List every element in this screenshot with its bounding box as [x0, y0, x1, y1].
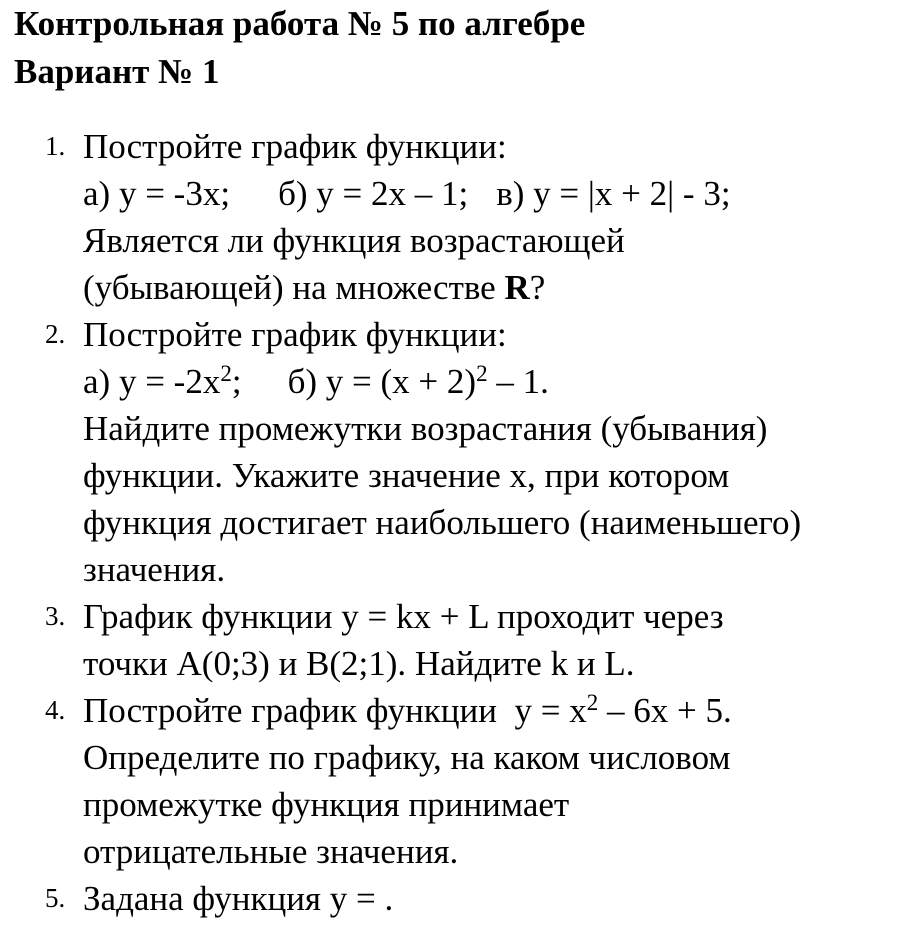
- real-numbers-set: R: [504, 268, 530, 307]
- task-parts: [83, 358, 924, 405]
- part-b: б) $у = (х + 2)^2 - 1$.: [287, 361, 549, 401]
- task-formula-line: Постройте график функции $у = х^2 - 6х + 5$.: [83, 690, 732, 730]
- task-parts: [83, 170, 924, 217]
- task-question: Является ли функция возрастающей: [83, 221, 625, 260]
- task-5: [0, 875, 924, 922]
- task-2: [0, 311, 924, 593]
- task-list: [0, 123, 924, 922]
- task-number: 3.: [45, 601, 66, 631]
- variant-label: Вариант № 1: [14, 52, 220, 91]
- worksheet-title: Контрольная работа № 5 по алгебре: [14, 4, 586, 43]
- task-question-cont: (убывающей) на множестве R?: [83, 268, 546, 307]
- task-4: [0, 687, 924, 875]
- part-a: а) у = -3х;: [83, 174, 231, 213]
- task-text-line: График функции у = kx + L проходит через: [83, 597, 724, 636]
- task-number: 5.: [45, 883, 66, 913]
- task-number: 1.: [45, 131, 66, 161]
- task-1: [0, 123, 924, 311]
- task-3: [0, 593, 924, 687]
- task-text-line: промежутке функция принимает: [83, 785, 570, 824]
- task-text-line: функции. Укажите значение х, при котором: [83, 456, 730, 495]
- task-text-line: Определите по графику, на каком числовом: [83, 738, 731, 777]
- task-number: 4.: [45, 695, 66, 725]
- task-text-line: значения.: [83, 550, 226, 589]
- task-text-line: Найдите промежутки возрастания (убывания): [83, 409, 768, 448]
- task-intro: Постройте график функции:: [83, 315, 507, 354]
- part-a: а) $у = -2х^2$;: [83, 361, 242, 401]
- task-intro: Постройте график функции:: [83, 127, 507, 166]
- task-text-line: отрицательные значения.: [83, 832, 459, 871]
- task-number: 2.: [45, 319, 66, 349]
- part-b: б) у = 2х – 1;: [278, 174, 469, 213]
- task-text-line: Задана функция у = .: [83, 879, 394, 918]
- task-text-line: точки А(0;3) и В(2;1). Найдите k и L.: [83, 644, 635, 683]
- task-text-line: функция достигает наибольшего (наименьшего): [83, 503, 802, 542]
- part-c: в) у = |х + 2| - 3;: [496, 174, 731, 213]
